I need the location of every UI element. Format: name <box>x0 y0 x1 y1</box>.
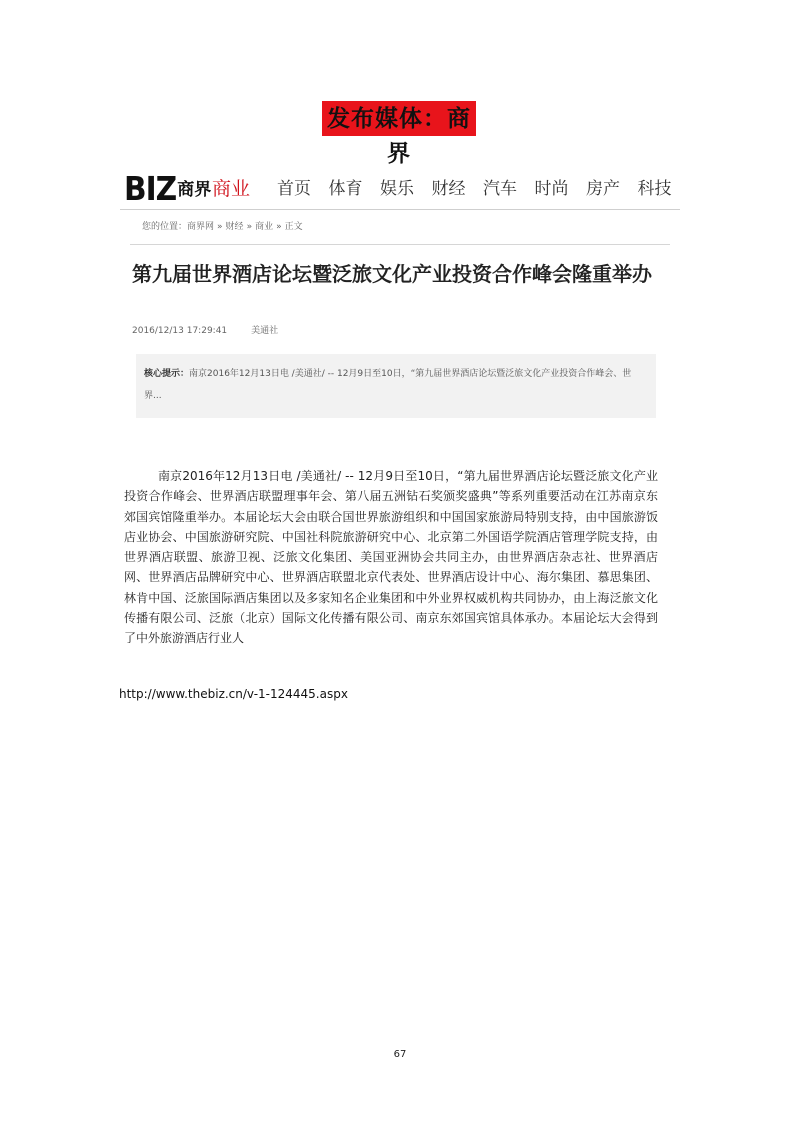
nav-item-home[interactable]: 首页 <box>277 179 311 199</box>
nav-item-sports[interactable]: 体育 <box>328 179 363 199</box>
logo-chinese: 商界 <box>177 180 212 200</box>
section-name[interactable]: 商业 <box>212 178 251 200</box>
summary-text: 南京2016年12月13日电 /美通社/ -- 12月9日至10日，“第九届世界酒店论坛暨泛旅文化产业投资合作峰会、世界... <box>144 369 632 401</box>
summary-box <box>136 354 656 418</box>
logo-latin: BIZ <box>124 169 177 208</box>
article-screenshot <box>120 168 680 680</box>
nav-item-realestate[interactable]: 房产 <box>586 179 620 199</box>
site-logo[interactable] <box>124 171 211 207</box>
nav-item-tech[interactable]: 科技 <box>637 179 672 199</box>
breadcrumb-item-current: 正文 <box>284 222 303 232</box>
breadcrumb-item-site[interactable]: 商界网 <box>187 222 215 232</box>
breadcrumb-separator: » <box>217 222 223 232</box>
main-nav <box>277 176 680 202</box>
divider <box>130 244 670 245</box>
article-meta <box>132 325 278 337</box>
site-header <box>120 168 680 210</box>
article-source: 美通社 <box>251 326 279 336</box>
source-url: http://www.thebiz.cn/v-1-124445.aspx <box>119 687 348 701</box>
breadcrumb <box>142 220 303 234</box>
article-datetime: 2016/12/13 17:29:41 <box>132 326 228 336</box>
breadcrumb-item-business[interactable]: 商业 <box>255 222 274 232</box>
publisher-label: 发布媒体：商界 <box>322 101 476 136</box>
nav-item-auto[interactable]: 汽车 <box>483 179 517 199</box>
breadcrumb-item-finance[interactable]: 财经 <box>225 222 244 232</box>
breadcrumb-separator: » <box>246 222 253 232</box>
page-number: 67 <box>393 1049 407 1060</box>
nav-item-entertainment[interactable]: 娱乐 <box>380 179 414 199</box>
nav-item-finance[interactable]: 财经 <box>431 179 466 199</box>
breadcrumb-separator: » <box>276 222 282 232</box>
breadcrumb-prefix: 您的位置： <box>142 222 188 232</box>
article-body: 南京2016年12月13日电 /美通社/ -- 12月9日至10日，“第九届世界酒店论坛暨泛旅文化产业投资合作峰会、世界酒店联盟理事年会、第八届五洲钻石奖颁奖盛典”等系列重要活动在江苏南京东郊国宾馆隆重举办。本届论坛大会由联合国世界旅游组织和中国国家旅游局特别支持，由中国旅游饭店业协会、中国旅游研究院、中国社科院旅游研究中心、北京第二外国语学院酒店管理学院支持，由世界酒店联盟、旅游卫视、泛旅文化集团、美国亚洲协会共同主办，由世界酒店杂志社、世界酒店网、世界酒店品牌研究中心、世界酒店联盟北京代表处、世界酒店设计中心、海尔集团、慕思集团、林肯中国、泛旅国际酒店集团以及多家知名企业集团和中外业界权威机构共同协办，由上海泛旅文化传播有限公司、泛旅（北京）国际文化传播有限公司、南京东郊国宾馆具体承办。本届论坛大会得到了中外旅游酒店行业人 <box>124 469 658 646</box>
article-title: 第九届世界酒店论坛暨泛旅文化产业投资合作峰会隆重举办 <box>132 262 652 286</box>
nav-item-fashion[interactable]: 时尚 <box>534 179 569 199</box>
summary-label: 核心提示： <box>144 369 190 379</box>
